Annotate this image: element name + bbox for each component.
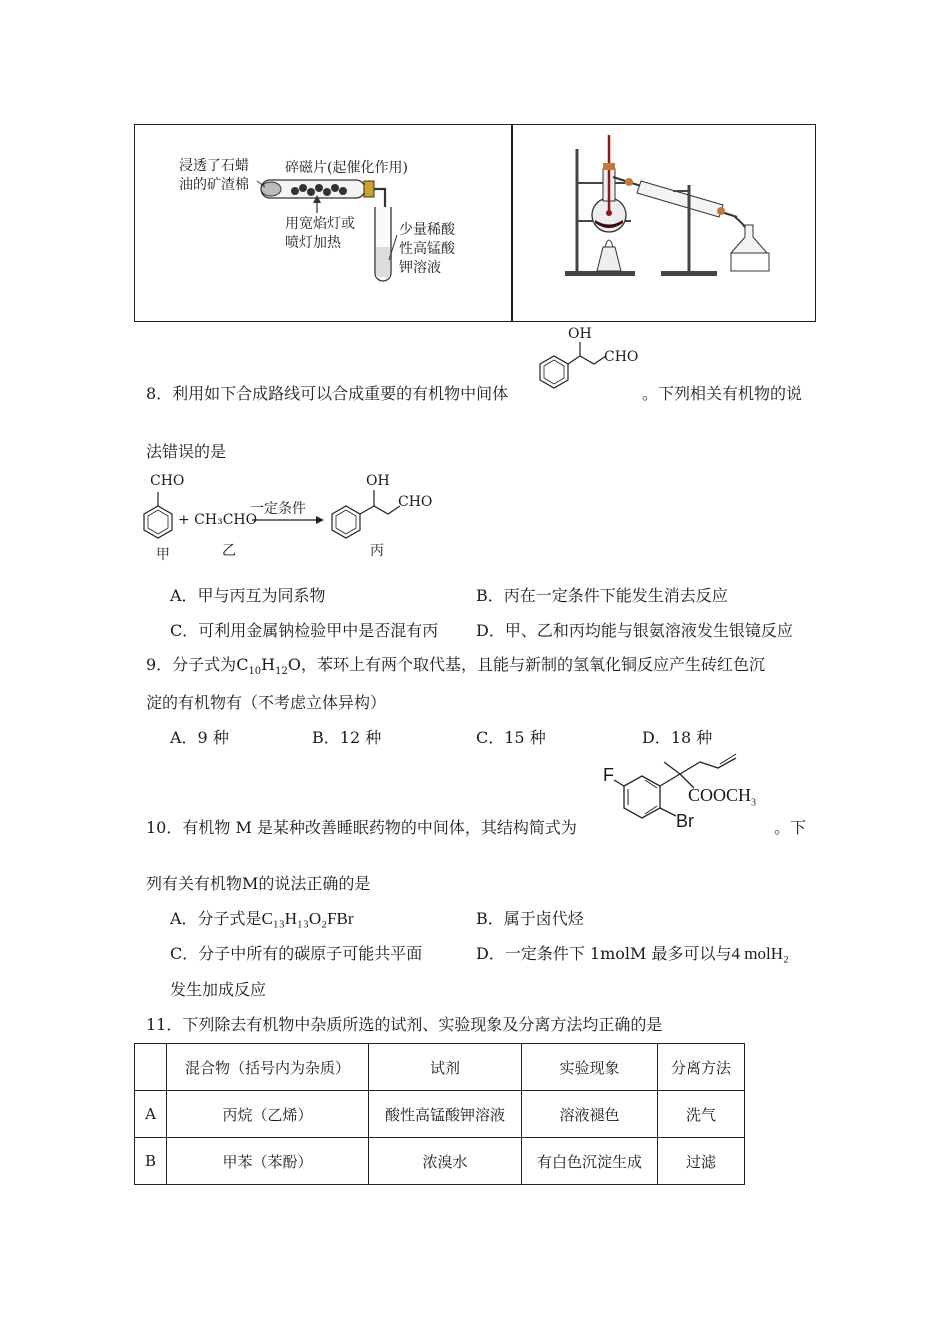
q9-option-b: B．12 种 [312,728,382,747]
q10-molecule-ester: $COOCH_3$ [688,785,757,809]
q8-option-b: B．丙在一定条件下能发生消去反应 [476,586,728,605]
q10-option-d: D．一定条件下 1molM 最多可以与4 molH₂ [476,944,789,963]
q10-option-b: B．属于卤代烃 [476,909,584,928]
table-header-cell [135,1044,167,1091]
table-row [135,1091,745,1138]
table-cell: B [135,1138,167,1185]
q9-stem-line1 [146,652,765,677]
q10-molecule-f: F [603,765,614,785]
cracking-apparatus-drawing [135,125,511,321]
reaction-condition: 一定条件 [250,501,306,517]
table-header-cell: 试剂 [369,1044,522,1091]
product-oh: OH [366,473,390,489]
q10-stem-b: 。下 [774,818,807,837]
table-cell: 洗气 [658,1091,745,1138]
q10-molecule-br: Br [676,811,694,831]
q11-stem: 11．下列除去有机物中杂质所选的试剂、实验现象及分离方法均正确的是 [146,1015,663,1034]
q8-molecule-cho: CHO [604,349,639,365]
label-cotton: 浸透了石蜡 油的矿渣棉 [179,158,249,193]
reaction-plus-reagent: + CH₃CHO [178,512,258,528]
q9-stem-b: ，苯环上有两个取代基，且能与新制的氢氧化铜反应产生砖红色沉 [300,655,765,674]
table-header-cell: 混合物（括号内为杂质） [167,1044,369,1091]
q8-option-a: A．甲与丙互为同系物 [170,586,326,605]
label-catalyst: 碎磁片(起催化作用) [285,160,408,176]
table-header-cell: 分离方法 [658,1044,745,1091]
table-header-cell: 实验现象 [522,1044,658,1091]
q10-option-c: C．分子中所有的碳原子可能共平面 [170,944,423,963]
reactant1-cho: CHO [150,473,185,489]
q9-stem-c: 淀的有机物有（不考虑立体异构） [146,693,387,712]
label-yi: 乙 [222,543,236,559]
table-header-row [135,1044,745,1091]
q8-option-c: C．可利用金属钠检验甲中是否混有丙 [170,621,439,640]
product-cho: CHO [398,494,433,510]
apparatus-figure [134,124,816,322]
table-cell: A [135,1091,167,1138]
q8-option-d: D．甲、乙和丙均能与银氨溶液发生银镜反应 [476,621,793,640]
q10-option-d-cont: 发生加成反应 [170,980,267,999]
q9-option-d: D．18 种 [642,728,713,747]
table-row [135,1138,745,1185]
q8-molecule-oh: OH [568,326,592,342]
q9-formula: $C_{10}H_{12}O$ [236,655,301,678]
q10-stem-c: 列有关有机物M的说法正确的是 [146,874,371,893]
q9-option-c: C．15 种 [476,728,546,747]
label-jia: 甲 [156,547,170,563]
q9-option-a: A．9 种 [170,728,229,747]
label-kmno4: 少量稀酸 性高锰酸 钾溶液 [399,222,455,276]
table-cell: 甲苯（苯酚） [167,1138,369,1185]
distillation-apparatus-drawing [513,125,815,321]
q10-stem-a: 10．有机物 M 是某种改善睡眠药物的中间体，其结构简式为 [146,818,577,837]
q8-stem-c: 法错误的是 [146,442,227,461]
table-cell: 丙烷（乙烯） [167,1091,369,1138]
table-cell: 过滤 [658,1138,745,1185]
table-cell: 溶液褪色 [522,1091,658,1138]
label-bing: 丙 [370,543,384,559]
q8-stem-b: 。下列相关有机物的说 [642,384,803,403]
label-heat: 用宽焰灯或 喷灯加热 [285,216,355,251]
table-cell: 酸性高锰酸钾溶液 [369,1091,522,1138]
q10-option-a: A．分子式是C₁₃H₁₃O₂FBr [170,909,354,928]
table-cell: 浓溴水 [369,1138,522,1185]
q8-stem-a: 8．利用如下合成路线可以合成重要的有机物中间体 [146,384,509,403]
q11-table [134,1043,745,1185]
table-cell: 有白色沉淀生成 [522,1138,658,1185]
q9-stem-a: 9．分子式为 [146,655,237,674]
